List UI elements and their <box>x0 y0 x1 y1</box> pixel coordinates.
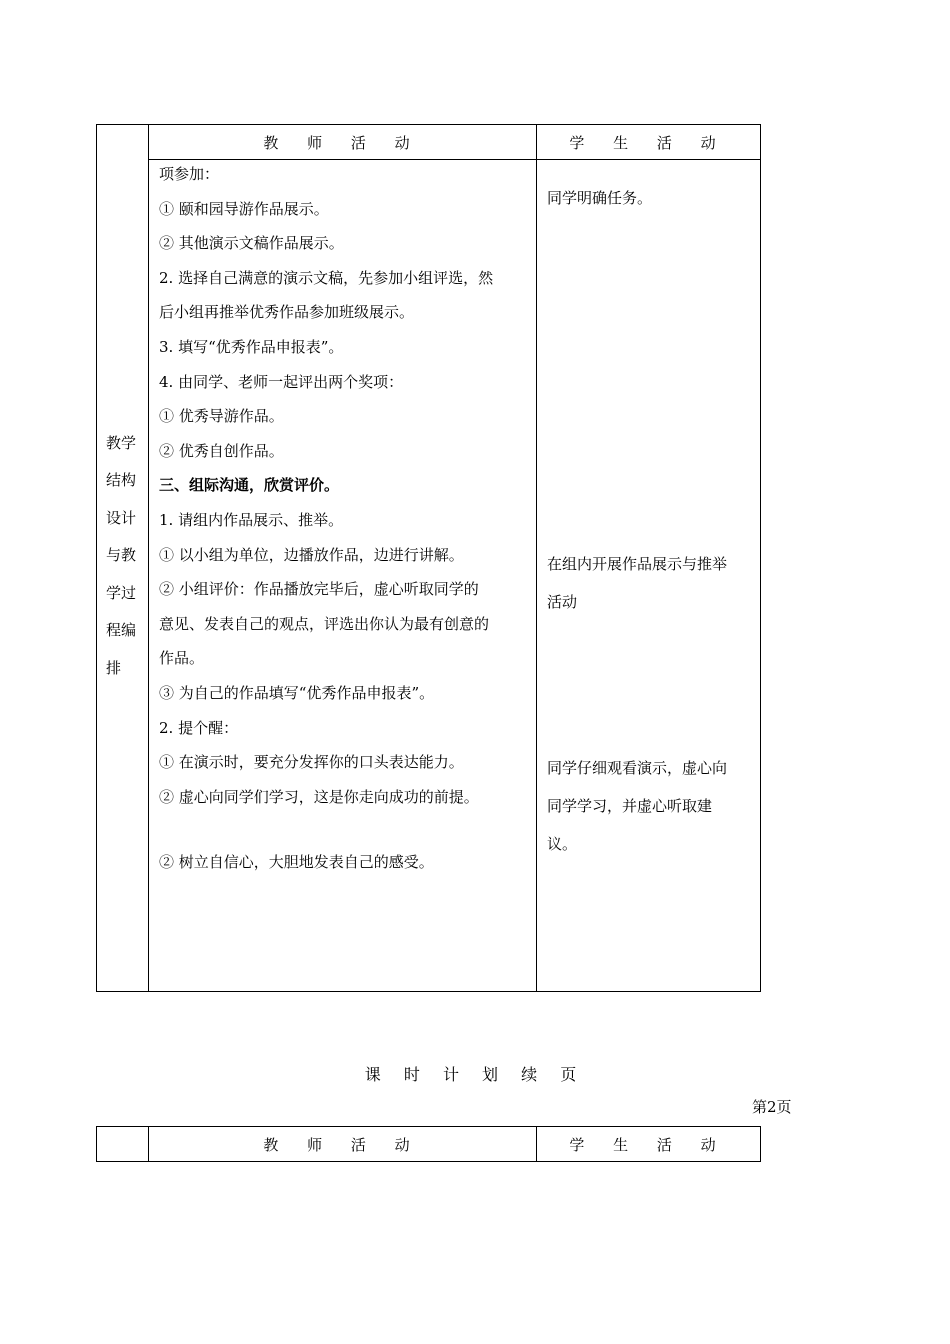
lesson-plan-table <box>96 124 761 992</box>
section-heading: 三、组际沟通，欣赏评价。 <box>159 476 340 495</box>
teacher-line: ① 颐和园导游作品展示。 <box>159 199 329 218</box>
teacher-line: ② 虚心向同学们学习，这是你走向成功的前提。 <box>159 787 479 806</box>
teacher-line: ② 优秀自创作品。 <box>159 441 284 460</box>
header-teacher-activity: 教 师 活 动 <box>149 125 537 160</box>
teacher-line: 2. 提个醒： <box>159 718 239 737</box>
teacher-line: ② 小组评价：作品播放完毕后，虚心听取同学的 <box>159 580 479 599</box>
teacher-line: 作品。 <box>159 649 205 668</box>
teacher-line: ① 以小组为单位，边播放作品，边进行讲解。 <box>159 545 464 564</box>
teacher-line: ① 优秀导游作品。 <box>159 407 284 426</box>
teacher-activity-cell <box>149 160 537 992</box>
teacher-line: 3. 填写“优秀作品申报表”。 <box>159 337 344 356</box>
student-block: 同学明确任务。 <box>547 189 653 207</box>
continuation-table <box>96 1126 761 1162</box>
side-label-cell <box>97 125 149 992</box>
teacher-line: ② 树立自信心，大胆地发表自己的感受。 <box>159 853 434 872</box>
teacher-line: ① 在演示时，要充分发挥你的口头表达能力。 <box>159 753 464 772</box>
teacher-line: 2. 选择自己满意的演示文稿，先参加小组评选，然 <box>159 268 494 287</box>
blank-label-cell <box>97 1127 149 1162</box>
side-label: 教学 结构 设计 与教 学过 程编 排 <box>106 433 137 677</box>
teacher-line: 后小组再推举优秀作品参加班级展示。 <box>159 303 415 322</box>
student-block: 同学仔细观看演示，虚心向 同学学习，并虚心听取建 议。 <box>547 759 728 853</box>
teacher-line: ② 其他演示文稿作品展示。 <box>159 234 344 253</box>
header-teacher-activity: 教 师 活 动 <box>149 1127 537 1162</box>
student-block: 在组内开展作品展示与推举 活动 <box>547 555 728 611</box>
student-activity-cell <box>537 160 761 992</box>
continuation-page-title: 课 时 计 划 续 页 <box>364 1065 586 1084</box>
header-student-activity: 学 生 活 动 <box>537 1127 761 1162</box>
teacher-line: 4. 由同学、老师一起评出两个奖项： <box>159 372 404 391</box>
page-number: 第2页 <box>752 1098 792 1116</box>
teacher-line: 意见、发表自己的观点，评选出你认为最有创意的 <box>159 614 490 633</box>
teacher-line: 1. 请组内作品展示、推举。 <box>159 510 344 529</box>
header-student-activity: 学 生 活 动 <box>537 125 761 160</box>
teacher-line: ③ 为自己的作品填写“优秀作品申报表”。 <box>159 683 435 702</box>
teacher-line: 项参加： <box>159 165 220 183</box>
